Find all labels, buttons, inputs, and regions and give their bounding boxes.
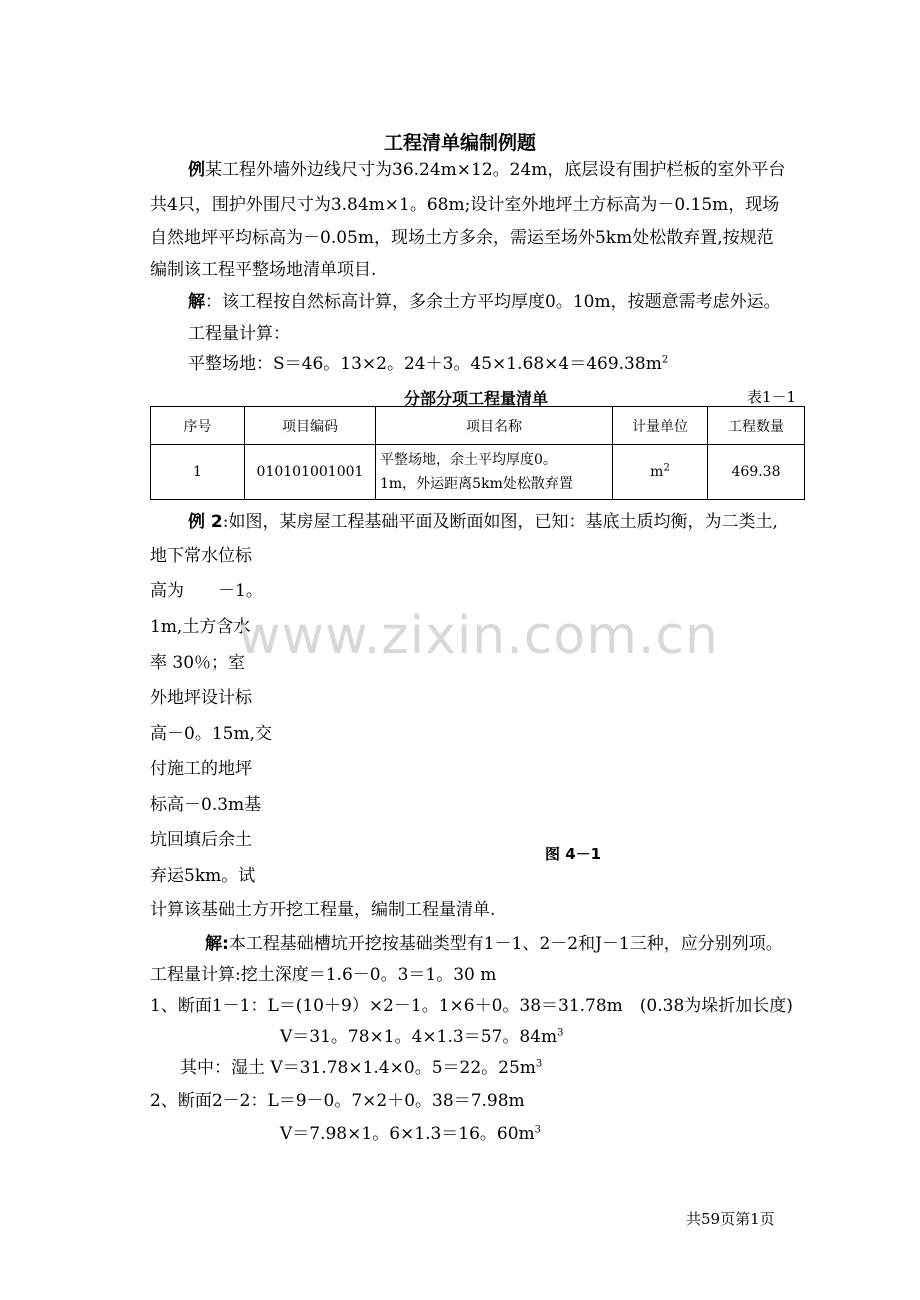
example1-lead: 例 — [188, 160, 205, 180]
section1-wet: 其中：湿土 V＝31.78×1.4×0。5＝22。$25m^3$ — [180, 1058, 543, 1078]
header-code: 项目编码 — [245, 407, 376, 445]
example2-lead: 例 2 — [188, 512, 223, 532]
page-title: 工程清单编制例题 — [383, 132, 536, 154]
calc-label: 工程量计算： — [188, 324, 290, 344]
column-line: 付施工的地坪 — [150, 759, 252, 779]
figure-caption: 图 4－1 — [545, 845, 602, 863]
example1-solution: 解：该工程按自然标高计算，多余土方平均厚度0。10m，按题意需考虑外运。 — [188, 292, 781, 312]
header-seq: 序号 — [151, 407, 245, 445]
depth-line: 工程量计算:挖土深度＝1.6－0。3＝1。30 m — [150, 965, 497, 985]
formula-line: 平整场地：S＝46。13×2。24＋3。$45\times 1.68\times 4=469.38m^2$ — [188, 354, 669, 374]
column-line: 地下常水位标 — [150, 546, 252, 566]
cell-unit: $m^2$ — [613, 445, 708, 500]
cell-code: 010101001001 — [245, 445, 376, 500]
section2-volume: V＝7.98×1。6×1.3＝16。$60m^3$ — [280, 1124, 542, 1144]
header-qty: 工程数量 — [708, 407, 805, 445]
column-line: 率 30％；室 — [150, 653, 246, 673]
solution2-lead: 解: — [205, 934, 229, 954]
cell-seq: 1 — [151, 445, 245, 500]
page-footer: 共59页第1页 — [686, 1210, 775, 1228]
section1-line: 1、断面1－1：L＝(10＋9）×2－1。1×6＋0。38＝31.78m (0.38为垛折加长度) — [150, 996, 793, 1016]
solution-lead: 解 — [188, 292, 205, 312]
example2-solution: 解:本工程基础槽坑开挖按基础类型有1－1、2－2和J－1三种，应分别列项。 — [205, 934, 783, 954]
section1-volume: V＝31。78×1。4×1.3＝57。$84m^3$ — [280, 1027, 564, 1047]
example1-line1: 例某工程外墙外边线尺寸为36.24m×12。24m，底层设有围护栏板的室外平台 — [188, 160, 786, 180]
cell-qty: 469.38 — [708, 445, 805, 500]
table-header-row — [151, 407, 805, 445]
table-caption: 分部分项工程量清单 — [404, 389, 549, 408]
watermark: www.zixin.com.cn — [238, 606, 719, 666]
example1-line2: 共4只，围护外围尺寸为3.84m×1。68m;设计室外地坪土方标高为－0.15m，现场 — [150, 195, 780, 215]
column-line: 外地坪设计标 — [150, 688, 252, 708]
example2-last-line: 计算该基础土方开挖工程量，编制工程量清单. — [150, 900, 496, 920]
column-line: 弃运5km。试 — [150, 866, 256, 886]
cell-name: 平整场地，余土平均厚度0。 1m，外运距离5km处松散弃置 — [376, 445, 613, 500]
quantity-table — [150, 406, 805, 500]
column-line: 高为 －1。 — [150, 581, 263, 601]
example1-line4: 编制该工程平整场地清单项目. — [150, 260, 377, 280]
section2-line: 2、断面2－2：L＝9－0。7×2＋0。38＝7.98m — [150, 1091, 525, 1111]
example2-line1: 例 2:如图，某房屋工程基础平面及断面如图，已知：基底土质均衡，为二类土, — [188, 512, 778, 532]
table-number: 表1－1 — [747, 388, 797, 406]
column-line: 1m,土方含水 — [150, 617, 251, 637]
column-line: 坑回填后余土 — [150, 830, 252, 850]
table-row — [151, 445, 805, 500]
column-line: 高－0。15m,交 — [150, 724, 272, 744]
header-name: 项目名称 — [376, 407, 613, 445]
header-unit: 计量单位 — [613, 407, 708, 445]
column-line: 标高－0.3m基 — [150, 795, 262, 815]
example1-line3: 自然地坪平均标高为－0.05m，现场土方多余，需运至场外5km处松散弃置,按规范 — [150, 228, 774, 248]
